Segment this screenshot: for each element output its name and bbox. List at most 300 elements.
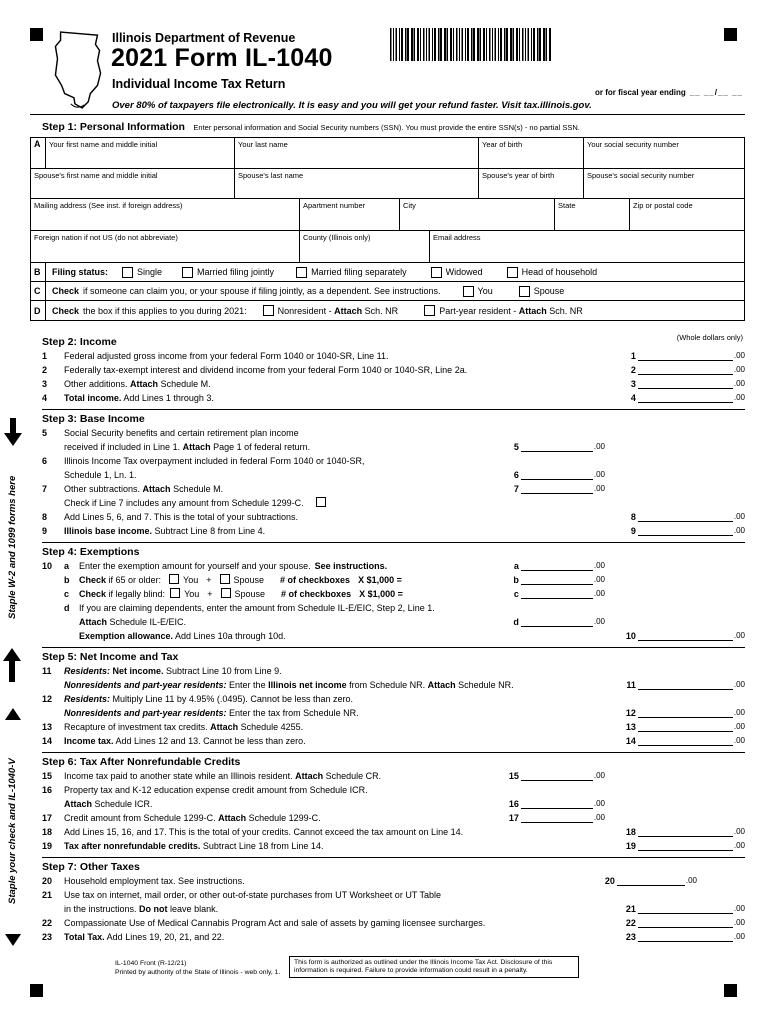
last-name-field[interactable] xyxy=(235,138,479,168)
form-line-continuation xyxy=(42,573,745,587)
cents-suffix: .00 xyxy=(733,365,745,374)
fiscal-year-line xyxy=(595,88,743,97)
amount-label: 12 xyxy=(625,708,636,718)
illinois-state-logo xyxy=(52,30,104,110)
line-c-amount xyxy=(514,589,605,599)
line-c-amount-field[interactable] xyxy=(521,589,593,599)
line-20-amount-field[interactable] xyxy=(617,876,685,886)
amount-label: 6 xyxy=(513,470,519,480)
form-line-continuation xyxy=(42,706,745,720)
form-steps xyxy=(42,333,745,948)
line-number: 19 xyxy=(42,841,53,851)
form-line-10 xyxy=(42,559,745,573)
staple-w2-note: Staple W-2 and 1099 forms here xyxy=(7,475,18,619)
text-segment: Do not xyxy=(139,904,168,914)
line-number: 7 xyxy=(42,484,48,494)
foreign-nation-label: Foreign nation if not US (do not abbreviate) xyxy=(34,233,178,242)
filing-married-separately-checkbox[interactable] xyxy=(296,267,307,278)
row-c-letter: C xyxy=(31,282,46,300)
form-line-9 xyxy=(42,524,745,538)
dependent-check-bold: Check xyxy=(52,286,80,296)
line-text xyxy=(64,785,368,795)
text-segment: Schedule 4255. xyxy=(238,722,304,732)
ssn-field[interactable] xyxy=(584,138,744,168)
line-11-amount-field[interactable] xyxy=(638,680,733,690)
form-line-continuation xyxy=(42,615,745,629)
cents-suffix: .00 xyxy=(733,827,745,836)
footer-form-id xyxy=(115,960,280,977)
text-segment: Subtract Line 10 from Line 9. xyxy=(163,666,282,676)
cents-suffix: .00 xyxy=(733,722,745,731)
cents-suffix: .00 xyxy=(733,918,745,927)
spouse-year-of-birth-field[interactable] xyxy=(479,169,584,198)
cents-suffix: .00 xyxy=(733,393,745,402)
option-text: Nonresident - xyxy=(277,305,335,316)
amount-label: 22 xyxy=(625,918,636,928)
line-text xyxy=(64,526,265,536)
line-number: 1 xyxy=(42,351,48,361)
email-field[interactable] xyxy=(430,231,744,262)
line-d-amount xyxy=(513,617,605,627)
registration-mark xyxy=(724,984,737,997)
line-9-amount-field[interactable] xyxy=(638,526,733,536)
blind-you-checkbox[interactable] xyxy=(170,588,180,598)
amount-label: 19 xyxy=(625,841,636,851)
cents-suffix: .00 xyxy=(733,512,745,521)
line-text xyxy=(64,932,224,942)
form-line-2 xyxy=(42,363,745,377)
apartment-number-field[interactable] xyxy=(300,199,400,230)
city-field[interactable] xyxy=(400,199,555,230)
line-12-amount-field[interactable] xyxy=(638,708,733,718)
form-line-continuation xyxy=(42,902,745,916)
zip-field[interactable] xyxy=(630,199,744,230)
line7-schedule-1299c-checkbox[interactable] xyxy=(316,497,326,507)
text-segment: Attach xyxy=(79,617,108,627)
text-segment: Add Lines 15, 16, and 17. This is the total of your credits. Cannot exceed the tax amount on Line 14. xyxy=(64,827,464,837)
spouse-last-name-label: Spouse's last name xyxy=(238,171,304,180)
line-19-amount-field[interactable] xyxy=(638,841,733,851)
line-sub-letter: a xyxy=(64,561,70,571)
amount-label: 14 xyxy=(625,736,636,746)
line-18-amount-field[interactable] xyxy=(638,827,733,837)
staple-check-note: Staple your check and IL-1040-V xyxy=(7,758,18,904)
filing-status-row xyxy=(31,262,744,281)
form-line-11 xyxy=(42,664,745,678)
text-segment: Illinois Income Tax overpayment included in federal Form 1040 or 1040-SR, xyxy=(64,456,365,466)
filing-head-household-checkbox[interactable] xyxy=(507,267,518,278)
line-8-amount-field[interactable] xyxy=(638,512,733,522)
whole-dollars-note: (Whole dollars only) xyxy=(676,333,743,342)
cents-suffix: .00 xyxy=(733,708,745,717)
triangle-up-icon xyxy=(5,708,21,720)
amount-label: 17 xyxy=(508,813,519,823)
year-of-birth-field[interactable] xyxy=(479,138,584,168)
amount-label: 20 xyxy=(604,876,615,886)
line-text xyxy=(79,575,402,585)
authority-text: Printed by authority of the State of Illinois - web only, 1. xyxy=(115,968,281,976)
text-segment: You xyxy=(183,575,199,585)
line-number: 16 xyxy=(42,785,53,795)
line-1-amount-field[interactable] xyxy=(638,351,733,361)
form-line-1 xyxy=(42,349,745,363)
form-line-17 xyxy=(42,811,745,825)
line-text xyxy=(64,694,353,704)
text-segment: Tax after nonrefundable credits. xyxy=(64,841,201,851)
text-segment: # of checkboxes xyxy=(280,575,351,585)
line-text xyxy=(64,666,282,676)
step-section-6 xyxy=(42,752,745,857)
spouse-ssn-label: Spouse's social security number xyxy=(587,171,695,180)
line-text xyxy=(64,456,365,466)
line-text xyxy=(79,561,387,571)
filing-married-jointly-checkbox[interactable] xyxy=(182,267,193,278)
line-16-amount-field[interactable] xyxy=(521,799,593,809)
line-22-amount-field[interactable] xyxy=(638,918,733,928)
step-title: Step 2: Income xyxy=(42,336,117,348)
line-22-amount xyxy=(626,918,745,928)
line-21-amount-field[interactable] xyxy=(638,904,733,914)
county-field[interactable] xyxy=(300,231,430,262)
text-segment: Check if Line 7 includes any amount from Schedule 1299-C. xyxy=(64,498,304,508)
cents-suffix: .00 xyxy=(733,526,745,535)
residency-option-label xyxy=(439,306,583,316)
line-text xyxy=(64,841,323,851)
cents-suffix: .00 xyxy=(593,589,605,598)
spouse-last-name-field[interactable] xyxy=(235,169,479,198)
line-number: 12 xyxy=(42,694,53,704)
amount-label: d xyxy=(513,617,519,627)
line-a-amount-field[interactable] xyxy=(521,561,593,571)
age65-spouse-checkbox[interactable] xyxy=(220,574,230,584)
line-4-amount-field[interactable] xyxy=(638,393,733,403)
filing-widowed-checkbox[interactable] xyxy=(431,267,442,278)
personal-info-box xyxy=(30,137,745,321)
text-segment: Attach xyxy=(427,680,456,690)
line-number: 6 xyxy=(42,456,48,466)
line-number: 4 xyxy=(42,393,48,403)
amount-label: 15 xyxy=(508,771,519,781)
amount-label: 11 xyxy=(626,680,636,690)
line-number: 2 xyxy=(42,365,48,375)
line-text xyxy=(64,918,485,928)
form-line-3 xyxy=(42,377,745,391)
text-segment: Schedule 1, Ln. 1. xyxy=(64,470,137,480)
line-16-amount xyxy=(509,799,605,809)
amount-label: 18 xyxy=(625,827,636,837)
registration-mark xyxy=(724,28,737,41)
text-segment: Attach xyxy=(182,442,211,452)
row-d-letter: D xyxy=(31,301,46,320)
nonresident-checkbox[interactable] xyxy=(263,305,274,316)
amount-label: 10 xyxy=(625,631,636,641)
cents-suffix: .00 xyxy=(593,771,605,780)
text-segment: + xyxy=(206,575,212,585)
step-section-4 xyxy=(42,542,745,647)
claimed-dependent-spouse-checkbox[interactable] xyxy=(519,286,530,297)
form-subtitle: Individual Income Tax Return xyxy=(112,77,286,91)
line-sub-letter: b xyxy=(64,575,70,585)
form-line-4 xyxy=(42,391,745,405)
line-4-amount xyxy=(631,393,745,403)
line-number: 3 xyxy=(42,379,48,389)
line-7-amount-field[interactable] xyxy=(521,484,593,494)
text-segment: Schedule M. xyxy=(158,379,211,389)
state-label: State xyxy=(558,201,576,210)
form-line-6 xyxy=(42,454,745,468)
line-14-amount xyxy=(626,736,745,746)
step-title: Step 7: Other Taxes xyxy=(42,861,140,873)
line-15-amount-field[interactable] xyxy=(521,771,593,781)
residency-row-text: the box if this applies to you during 2021: xyxy=(83,305,247,316)
line-text xyxy=(79,603,435,613)
filing-status-label: Filing status: xyxy=(52,267,108,277)
line-3-amount-field[interactable] xyxy=(638,379,733,389)
blind-spouse-checkbox[interactable] xyxy=(221,588,231,598)
step-section-3 xyxy=(42,409,745,542)
county-label: County (Illinois only) xyxy=(303,233,371,242)
line-text xyxy=(64,498,326,508)
line-number: 15 xyxy=(42,771,53,781)
amount-label: b xyxy=(513,575,519,585)
text-segment: Net income. xyxy=(110,666,164,676)
filing-option-label: Married filing jointly xyxy=(197,267,275,277)
text-segment: Subtract Line 18 from Line 14. xyxy=(200,841,324,851)
ssn-label: Your social security number xyxy=(587,140,679,149)
mailing-address-field[interactable] xyxy=(31,199,300,230)
line-text xyxy=(64,904,218,914)
state-field[interactable] xyxy=(555,199,630,230)
spouse-name-row xyxy=(31,168,744,198)
cents-suffix: .00 xyxy=(733,379,745,388)
text-segment: if legally blind: xyxy=(106,589,166,599)
text-segment: Add Lines 1 through 3. xyxy=(121,393,214,403)
cents-suffix: .00 xyxy=(593,575,605,584)
line-13-amount-field[interactable] xyxy=(638,722,733,732)
text-segment: Schedule M. xyxy=(170,484,224,494)
dependent-option-label: You xyxy=(477,286,493,296)
line-number: 13 xyxy=(42,722,53,732)
text-segment: See instructions. xyxy=(314,561,388,571)
line-15-amount xyxy=(509,771,605,781)
text-segment: leave blank. xyxy=(167,904,219,914)
text-segment: Illinois base income. xyxy=(64,526,153,536)
form-line-21 xyxy=(42,888,745,902)
step1-header xyxy=(30,114,745,137)
fiscal-year-field[interactable]: __ __/__ __ xyxy=(689,88,743,97)
cents-suffix: .00 xyxy=(593,442,605,451)
form-line-20 xyxy=(42,874,745,888)
apartment-number-label: Apartment number xyxy=(303,201,366,210)
text-segment: Property tax and K-12 education expense credit amount from Schedule ICR. xyxy=(64,785,368,795)
line-text xyxy=(64,722,303,732)
form-line-14 xyxy=(42,734,745,748)
text-segment: Enter the exemption amount for yourself and your spouse. xyxy=(79,561,311,571)
staple-arrow-up-icon xyxy=(3,648,21,682)
text-segment: Schedule NR. xyxy=(455,680,514,690)
cents-suffix: .00 xyxy=(593,470,605,479)
barcode xyxy=(390,28,552,61)
efile-tagline: Over 80% of taxpayers file electronically. It is easy and you will get your refund faster. Visit tax.illinois.gov. xyxy=(112,100,592,111)
spouse-ssn-field[interactable] xyxy=(584,169,744,198)
residency-option-label xyxy=(278,306,399,316)
triangle-down-icon xyxy=(5,934,21,946)
line-text xyxy=(64,365,467,375)
text-segment: Credit amount from Schedule 1299-C. xyxy=(64,813,219,823)
text-segment: Nonresidents and part-year residents: xyxy=(64,708,227,718)
line-d-amount-field[interactable] xyxy=(521,617,593,627)
line-23-amount-field[interactable] xyxy=(638,932,733,942)
line-14-amount-field[interactable] xyxy=(638,736,733,746)
filing-single-checkbox[interactable] xyxy=(122,267,133,278)
step1-personal-information xyxy=(30,114,745,321)
amount-label: 2 xyxy=(630,365,636,375)
step-section-5 xyxy=(42,647,745,752)
text-segment: Income tax paid to another state while an Illinois resident. xyxy=(64,771,296,781)
cents-suffix: .00 xyxy=(593,484,605,493)
form-line-19 xyxy=(42,839,745,853)
city-label: City xyxy=(403,201,416,210)
step-section-2 xyxy=(42,333,745,409)
line-17-amount-field[interactable] xyxy=(521,813,593,823)
text-segment: Add Lines 12 and 13. Cannot be less than zero. xyxy=(113,736,306,746)
dependent-row-text: if someone can claim you, or your spouse if filing jointly, as a dependent. See instructions. xyxy=(83,286,441,296)
foreign-nation-field[interactable] xyxy=(31,231,300,262)
text-segment: Subtract Line 8 from Line 4. xyxy=(152,526,266,536)
line-2-amount xyxy=(631,365,745,375)
line-number: 10 xyxy=(42,561,53,571)
step-title: Step 3: Base Income xyxy=(42,413,145,425)
line-text xyxy=(64,379,211,389)
attach-bold: Attach xyxy=(518,305,547,316)
line-text xyxy=(79,617,186,627)
form-line-continuation xyxy=(42,797,745,811)
fiscal-year-label: or for fiscal year ending xyxy=(595,88,686,97)
cents-suffix: .00 xyxy=(733,932,745,941)
line-text xyxy=(64,484,223,494)
line-number: 11 xyxy=(42,666,52,676)
text-segment: Attach xyxy=(142,484,171,494)
filing-option-label: Widowed xyxy=(445,267,483,277)
line-5-amount-field[interactable] xyxy=(521,442,593,452)
spouse-first-name-field[interactable] xyxy=(31,169,235,198)
line-5-amount xyxy=(514,442,605,452)
email-label: Email address xyxy=(433,233,481,242)
step1-instructions: Enter personal information and Social Security numbers (SSN). You must provide the entire SSN(s) - no partial SSN. xyxy=(193,123,580,132)
amount-label: 16 xyxy=(508,799,519,809)
text-segment: Add Lines 19, 20, 21, and 22. xyxy=(104,932,225,942)
spouse-first-name-label: Spouse's first name and middle initial xyxy=(34,171,158,180)
line-text xyxy=(64,470,137,480)
cents-suffix: .00 xyxy=(593,813,605,822)
registration-mark xyxy=(30,984,43,997)
text-segment: Attach xyxy=(295,771,324,781)
text-segment: Total income. xyxy=(64,393,122,403)
line-17-amount xyxy=(509,813,605,823)
text-segment: Exemption allowance. xyxy=(79,631,174,641)
text-segment: Schedule IL-E/EIC. xyxy=(107,617,187,627)
form-line-continuation xyxy=(42,496,745,510)
first-name-field[interactable] xyxy=(31,138,235,168)
line-number: 5 xyxy=(42,428,48,438)
line-number: 8 xyxy=(42,512,48,522)
line-23-amount xyxy=(626,932,745,942)
last-name-label: Your last name xyxy=(238,140,288,149)
line-21-amount xyxy=(626,904,745,914)
amount-label: c xyxy=(513,589,519,599)
filing-option-label: Head of household xyxy=(521,267,598,277)
step-section-7 xyxy=(42,857,745,948)
line-10-amount-field[interactable] xyxy=(638,631,733,641)
text-segment: Nonresidents and part-year residents: xyxy=(64,680,227,690)
text-segment: Attach xyxy=(64,799,93,809)
line-sub-letter: d xyxy=(64,603,70,613)
cents-suffix: .00 xyxy=(733,631,745,640)
step-title: Step 6: Tax After Nonrefundable Credits xyxy=(42,756,241,768)
form-line-23 xyxy=(42,930,745,944)
text-segment: Add Lines 10a through 10d. xyxy=(173,631,286,641)
step-title: Step 5: Net Income and Tax xyxy=(42,651,179,663)
line-text xyxy=(79,631,286,641)
age65-you-checkbox[interactable] xyxy=(169,574,179,584)
text-segment: # of checkboxes xyxy=(281,589,352,599)
staple-arrow-down-icon xyxy=(4,418,22,446)
form-line-continuation xyxy=(42,440,745,454)
line-number: 20 xyxy=(42,876,53,886)
text-segment: Enter the xyxy=(226,680,269,690)
text-segment: from Schedule NR. xyxy=(346,680,428,690)
text-segment: Attach xyxy=(218,813,247,823)
text-segment: Total Tax. xyxy=(64,932,105,942)
form-line-continuation xyxy=(42,587,745,601)
line-b-amount-field[interactable] xyxy=(521,575,593,585)
amount-label: 3 xyxy=(630,379,636,389)
part-year-resident-checkbox[interactable] xyxy=(424,305,435,316)
text-segment: Other subtractions. xyxy=(64,484,143,494)
option-text: Part-year resident - xyxy=(439,305,519,316)
line-2-amount-field[interactable] xyxy=(638,365,733,375)
line-18-amount xyxy=(626,827,745,837)
text-segment: Schedule 1299-C. xyxy=(246,813,321,823)
form-line-continuation xyxy=(42,468,745,482)
mailing-address-label: Mailing address (See inst. if foreign address) xyxy=(34,201,183,210)
form-line-continuation xyxy=(42,601,745,615)
text-segment: Federally tax-exempt interest and dividend income from your federal Form 1040 or 1040-SR, Line 2a. xyxy=(64,365,468,375)
claimed-dependent-you-checkbox[interactable] xyxy=(463,286,474,297)
line-text xyxy=(64,428,299,438)
cents-suffix: .00 xyxy=(733,680,745,689)
text-segment: Attach xyxy=(130,379,159,389)
amount-label: 23 xyxy=(625,932,636,942)
line-a-amount xyxy=(514,561,605,571)
text-segment: Federal adjusted gross income from your federal Form 1040 or 1040-SR, Line 11. xyxy=(64,351,389,361)
line-6-amount-field[interactable] xyxy=(521,470,593,480)
amount-label: 21 xyxy=(625,904,636,914)
form-line-15 xyxy=(42,769,745,783)
text-segment: Schedule ICR. xyxy=(92,799,153,809)
text-segment: If you are claiming dependents, enter the amount from Schedule IL-E/EIC, Step 2, Line 1. xyxy=(79,603,435,613)
line-number: 18 xyxy=(42,827,53,837)
form-line-16 xyxy=(42,783,745,797)
text-segment: Spouse xyxy=(234,589,266,599)
line-19-amount xyxy=(626,841,745,851)
agency-name: Illinois Department of Revenue xyxy=(112,31,296,45)
form-title: 2021 Form IL-1040 xyxy=(111,44,333,72)
line-number: 22 xyxy=(42,918,53,928)
line-1-amount xyxy=(631,351,745,361)
line-text xyxy=(64,351,389,361)
zip-label: Zip or postal code xyxy=(633,201,693,210)
